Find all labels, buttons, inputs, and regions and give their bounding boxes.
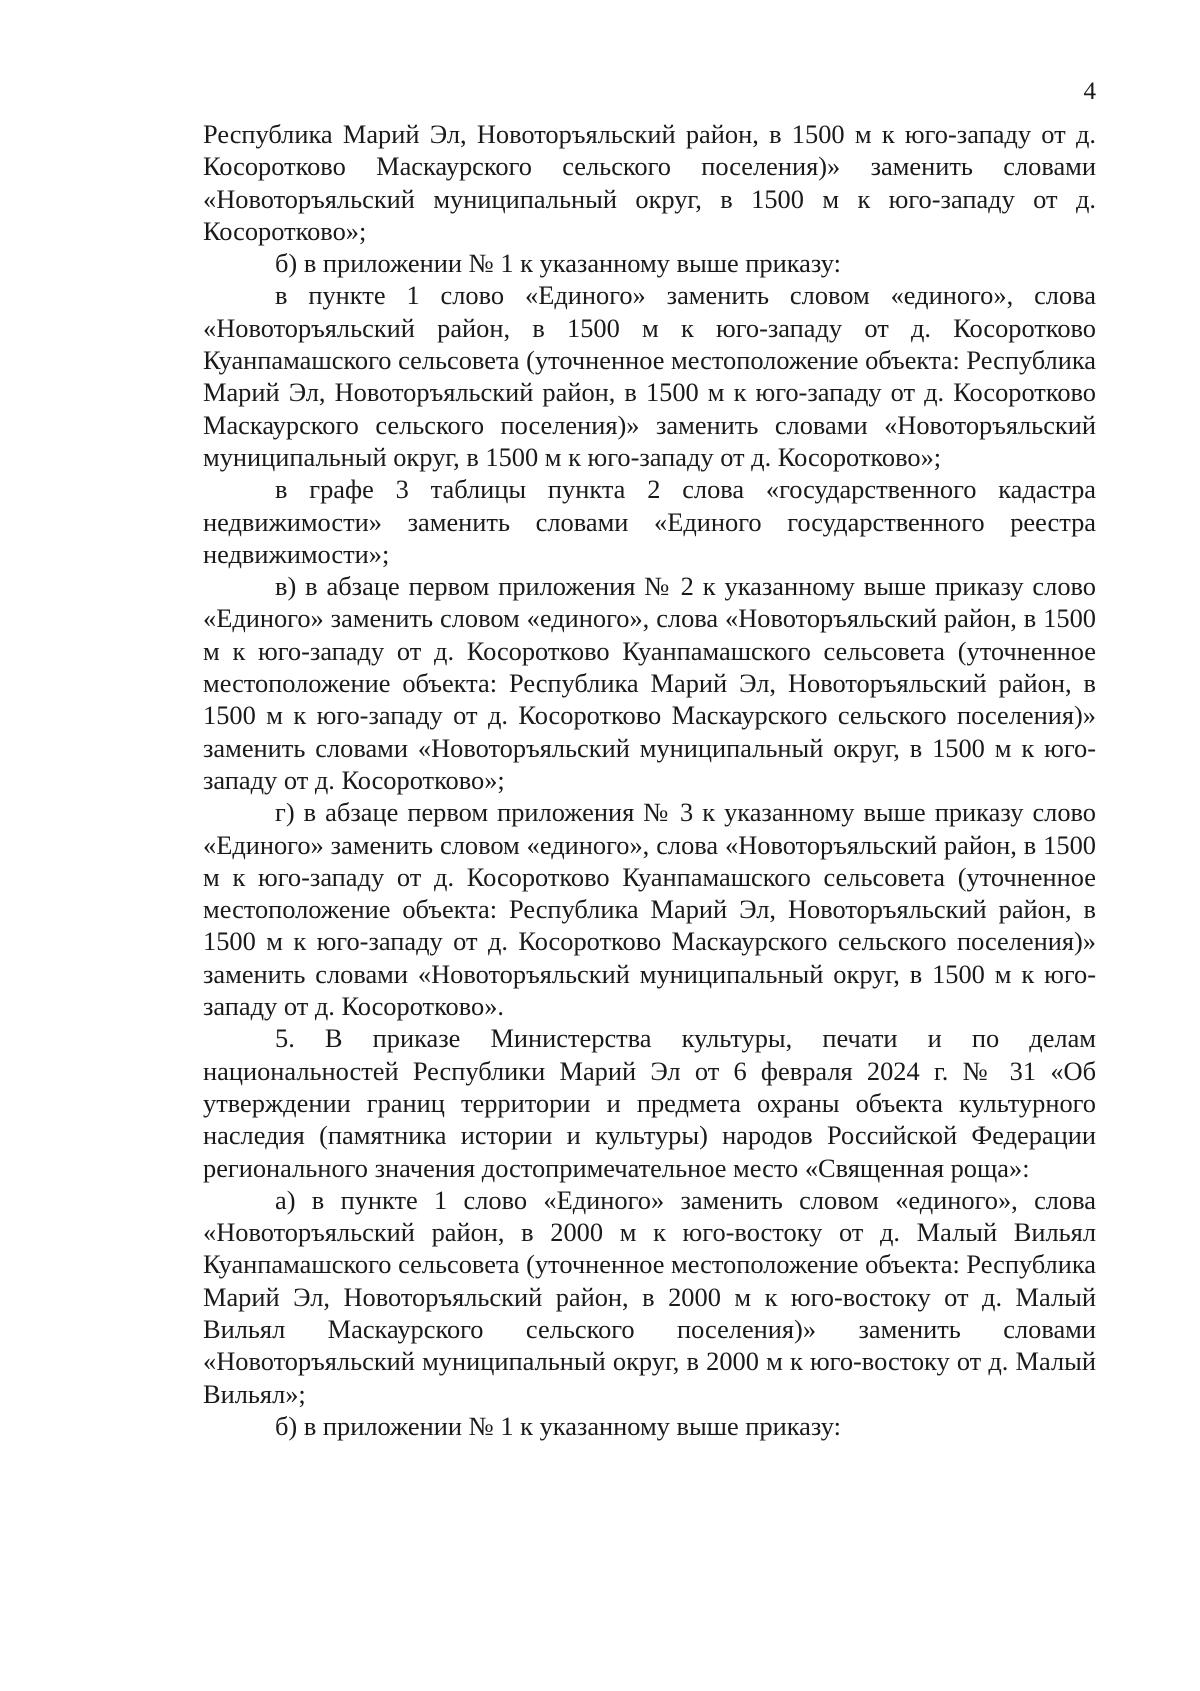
paragraph-5: в) в абзаце первом приложения № 2 к указанному выше приказу слово «Единого» заменить словом «единого», слова «Новоторъяльский район, в 1500 м к юго-западу от д. Косоротково Куанпамашского сельсовета (уточненное местоположение объекта: Республика Марий Эл, Новоторъяльский район, в 1500 м к юго-западу от д. Косоротково Маскаурского сельского поселения)» заменить словами «Новоторъяльский муниципальный округ, в 1500 м к юго-западу от д. Косоротково»;	[203, 571, 1096, 795]
paragraph-4: в графе 3 таблицы пункта 2 слова «государственного кадастра недвижимости» заменить словами «Единого государственного реестра недвижимости»;	[203, 474, 1096, 569]
paragraph-7: 5. В приказе Министерства культуры, печати и по делам национальностей Республики Марий Эл от 6 февраля 2024 г. № 31 «Об утверждении границ территории и предмета охраны объекта культурного наследия (памятника истории и культуры) народов Российской Федерации регионального значения достопримечательное место «Священная роща»:	[203, 1023, 1096, 1183]
document-body	[203, 118, 1096, 1442]
paragraph-2: б) в приложении № 1 к указанному выше приказу:	[275, 248, 841, 279]
page-number: 4	[1083, 78, 1096, 105]
paragraph-8: а) в пункте 1 слово «Единого» заменить словом «единого», слова «Новоторъяльский район, в 2000 м к юго-востоку от д. Малый Вильял Куанпамашского сельсовета (уточненное местоположение объекта: Республика Марий Эл, Новоторъяльский район, в 2000 м к юго-востоку от д. Малый Вильял Маскаурского сельского поселения)» заменить словами «Новоторъяльский муниципальный округ, в 2000 м к юго-востоку от д. Малый Вильял»;	[203, 1184, 1096, 1409]
paragraph-1: Республика Марий Эл, Новоторъяльский район, в 1500 м к юго-западу от д. Косоротково Маскаурского сельского поселения)» заменить словами «Новоторъяльский муниципальный округ, в 1500 м к юго-западу от д. Косоротково»;	[203, 119, 1096, 246]
paragraph-6: г) в абзаце первом приложения № 3 к указанному выше приказу слово «Единого» заменить словом «единого», слова «Новоторъяльский район, в 1500 м к юго-западу от д. Косоротково Куанпамашского сельсовета (уточненное местоположение объекта: Республика Марий Эл, Новоторъяльский район, в 1500 м к юго-западу от д. Косоротково Маскаурского сельского поселения)» заменить словами «Новоторъяльский муниципальный округ, в 1500 м к юго-западу от д. Косоротково».	[203, 797, 1096, 1022]
paragraph-9: б) в приложении № 1 к указанному выше приказу:	[275, 1410, 841, 1441]
paragraph-3: в пункте 1 слово «Единого» заменить словом «единого», слова «Новоторъяльский район, в 1500 м к юго-западу от д. Косоротково Куанпамашского сельсовета (уточненное местоположение объекта: Республика Марий Эл, Новоторъяльский район, в 1500 м к юго-западу от д. Косоротково Маскаурского сельского поселения)» заменить словами «Новоторъяльский муниципальный округ, в 1500 м к юго-западу от д. Косоротково»;	[203, 280, 1096, 472]
